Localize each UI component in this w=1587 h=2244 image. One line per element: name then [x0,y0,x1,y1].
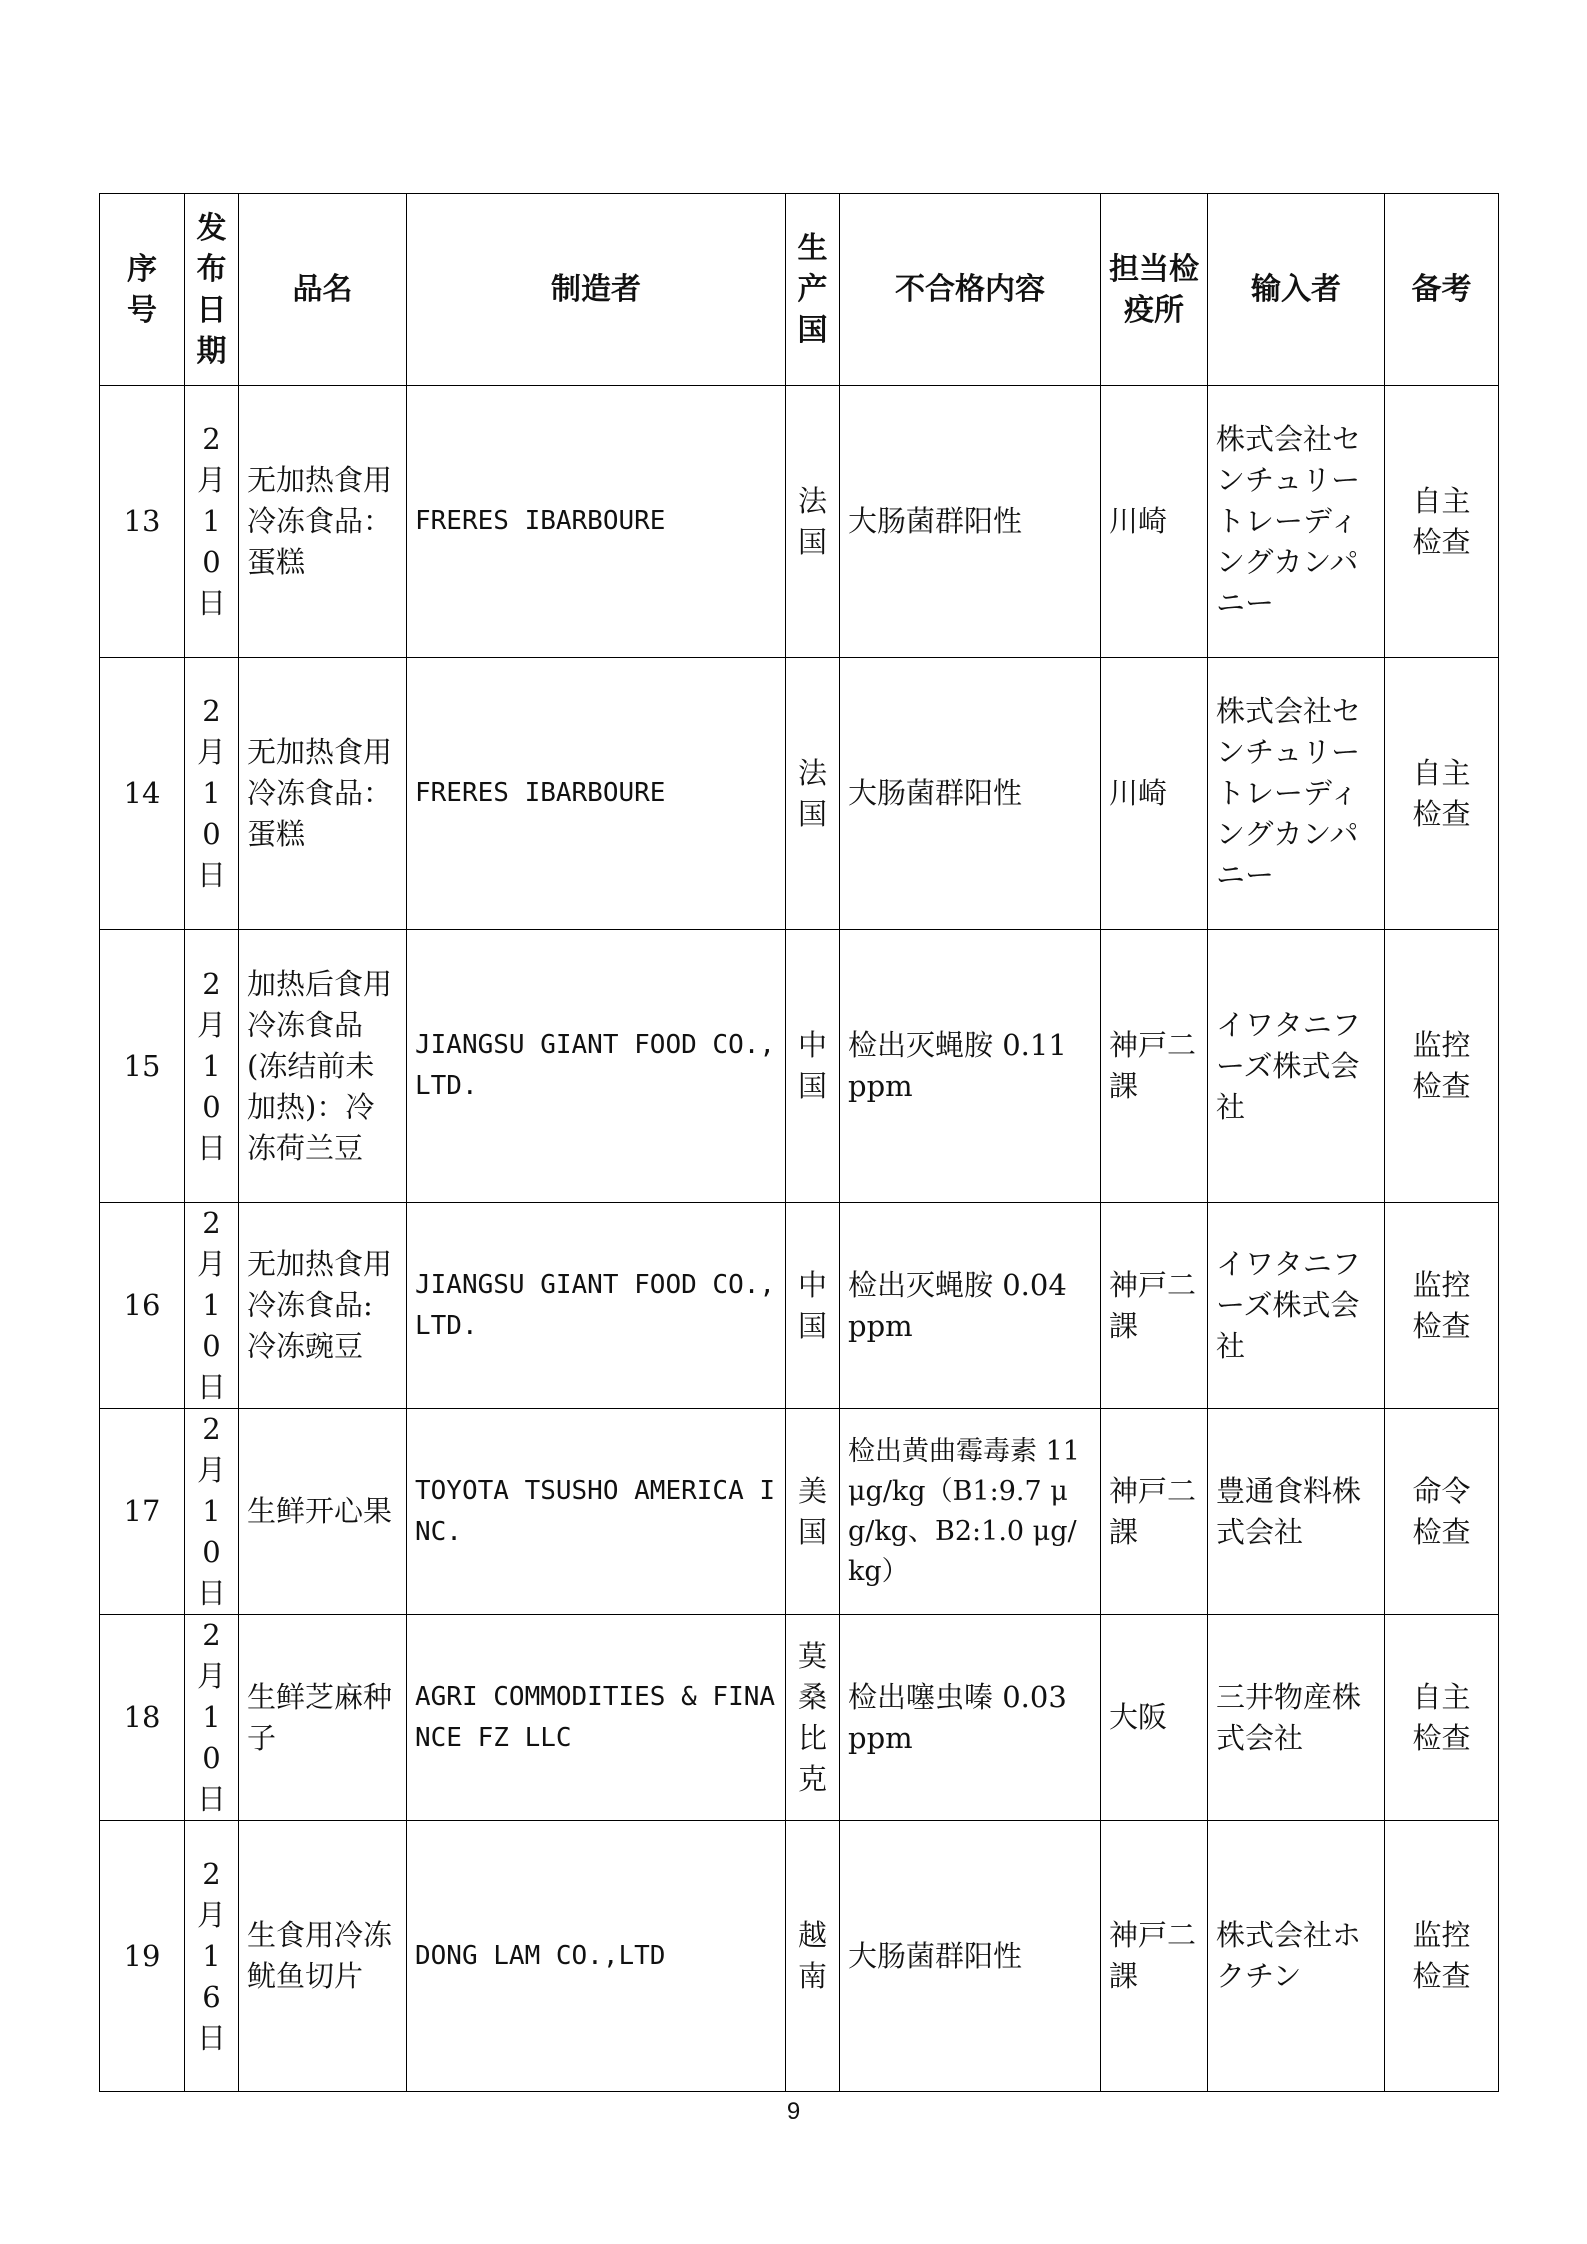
cell-manufacturer: FRERES IBARBOURE [407,386,786,658]
cell-violation: 检出黄曲霉毒素 11 μg/kg（B1:9.7 μg/kg、B2:1.0 μg/kg） [840,1409,1101,1615]
cell-violation: 检出噻虫嗪 0.03 ppm [840,1615,1101,1821]
cell-remark: 监控检查 [1385,930,1499,1203]
cell-remark: 自主检查 [1385,1615,1499,1821]
cell-station: 神戸二課 [1101,1203,1208,1409]
cell-product: 生鲜芝麻种子 [239,1615,407,1821]
cell-origin: 中国 [786,930,840,1203]
table-row [100,658,1499,930]
cell-product: 生食用冷冻鱿鱼切片 [239,1821,407,2092]
header-importer: 输入者 [1208,194,1385,386]
cell-violation: 大肠菌群阳性 [840,658,1101,930]
cell-origin: 法国 [786,658,840,930]
cell-station: 川崎 [1101,658,1208,930]
cell-origin: 莫桑比克 [786,1615,840,1821]
cell-manufacturer: FRERES IBARBOURE [407,658,786,930]
cell-product: 无加热食用冷冻食品:冷冻豌豆 [239,1203,407,1409]
cell-station: 神戸二課 [1101,930,1208,1203]
cell-no: 15 [100,930,185,1203]
cell-date: 2月10日 [185,1409,239,1615]
cell-importer: イワタニフーズ株式会社 [1208,930,1385,1203]
cell-remark: 命令检查 [1385,1409,1499,1615]
cell-importer: 三井物産株式会社 [1208,1615,1385,1821]
page-number: 9 [786,2098,801,2125]
cell-manufacturer: AGRI COMMODITIES & FINANCE FZ LLC [407,1615,786,1821]
cell-violation: 检出灭蝇胺 0.04 ppm [840,1203,1101,1409]
cell-date: 2月10日 [185,930,239,1203]
table-row [100,1821,1499,2092]
cell-date: 2月16日 [185,1821,239,2092]
cell-no: 14 [100,658,185,930]
table-row [100,386,1499,658]
header-manufacturer: 制造者 [407,194,786,386]
table-row [100,1409,1499,1615]
header-origin: 生产国 [786,194,840,386]
cell-product: 生鲜开心果 [239,1409,407,1615]
cell-importer: 豊通食料株式会社 [1208,1409,1385,1615]
header-date: 发布日期 [185,194,239,386]
import-violation-table [99,193,1499,2092]
cell-origin: 法国 [786,386,840,658]
cell-violation: 大肠菌群阳性 [840,1821,1101,2092]
cell-importer: イワタニフーズ株式会社 [1208,1203,1385,1409]
cell-station: 神戸二課 [1101,1821,1208,2092]
cell-manufacturer: TOYOTA TSUSHO AMERICA INC. [407,1409,786,1615]
cell-violation: 大肠菌群阳性 [840,386,1101,658]
cell-importer: 株式会社ホクチン [1208,1821,1385,2092]
cell-product: 无加热食用冷冻食品：蛋糕 [239,658,407,930]
table-row [100,930,1499,1203]
header-station: 担当检疫所 [1101,194,1208,386]
header-violation: 不合格内容 [840,194,1101,386]
inspection-table-container [99,193,1499,2092]
cell-no: 16 [100,1203,185,1409]
table-row [100,1203,1499,1409]
cell-date: 2月10日 [185,1203,239,1409]
cell-remark: 监控检查 [1385,1821,1499,2092]
header-no: 序号 [100,194,185,386]
cell-date: 2月10日 [185,386,239,658]
cell-origin: 中国 [786,1203,840,1409]
cell-no: 18 [100,1615,185,1821]
cell-station: 神戸二課 [1101,1409,1208,1615]
cell-importer: 株式会社センチュリートレーディングカンパニー [1208,658,1385,930]
table-row [100,1615,1499,1821]
cell-remark: 监控检查 [1385,1203,1499,1409]
cell-remark: 自主检查 [1385,386,1499,658]
header-remark: 备考 [1385,194,1499,386]
cell-station: 川崎 [1101,386,1208,658]
cell-date: 2月10日 [185,1615,239,1821]
cell-violation: 检出灭蝇胺 0.11 ppm [840,930,1101,1203]
cell-importer: 株式会社センチュリートレーディングカンパニー [1208,386,1385,658]
cell-no: 17 [100,1409,185,1615]
cell-product: 无加热食用冷冻食品：蛋糕 [239,386,407,658]
header-product: 品名 [239,194,407,386]
table-header-row [100,194,1499,386]
cell-station: 大阪 [1101,1615,1208,1821]
cell-origin: 美国 [786,1409,840,1615]
cell-manufacturer: JIANGSU GIANT FOOD CO.,LTD. [407,1203,786,1409]
cell-no: 13 [100,386,185,658]
cell-date: 2月10日 [185,658,239,930]
cell-no: 19 [100,1821,185,2092]
cell-origin: 越南 [786,1821,840,2092]
cell-manufacturer: DONG LAM CO.,LTD [407,1821,786,2092]
cell-manufacturer: JIANGSU GIANT FOOD CO.,LTD. [407,930,786,1203]
cell-remark: 自主检查 [1385,658,1499,930]
cell-product: 加热后食用冷冻食品(冻结前未加热)：冷冻荷兰豆 [239,930,407,1203]
